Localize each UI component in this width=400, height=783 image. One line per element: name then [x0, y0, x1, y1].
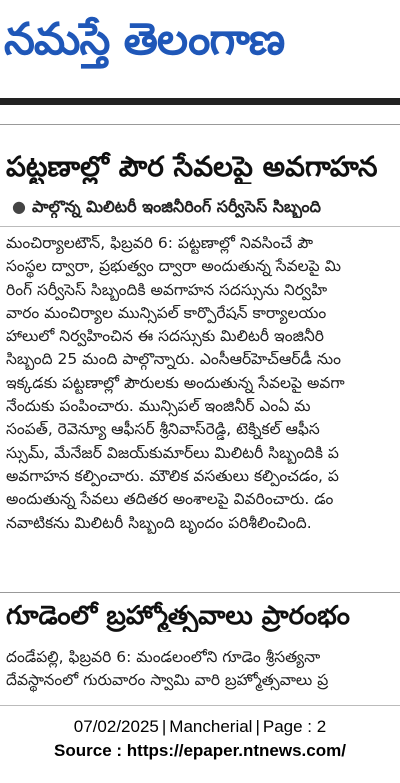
second-article-headline: గూడెంలో బ్రహ్మోత్సవాలు ప్రారంభం [6, 601, 350, 631]
body-line: దేవస్థానంలో గురువారం స్వామి వారి బ్రహ్మోత్సవాలు ప్ర [6, 671, 329, 690]
body-line: అవగాహన కల్పించారు. మౌలిక వసతులు కల్పించడం, ప [6, 466, 339, 485]
newspaper-logo: నమస్తే తెలంగాణ [4, 14, 285, 65]
body-line: మంచిర్యాలటౌన్, ఫిబ్రవరి 6: పట్టణాల్లో నివసించే పౌ [6, 234, 313, 252]
subhead-divider [0, 226, 400, 227]
masthead [0, 0, 400, 80]
body-line: నవాటికను మిలిటరీ సిబ్బంది బృందం పరిశీలించింది. [6, 513, 312, 532]
footer-divider [0, 705, 400, 706]
footer-meta [0, 715, 400, 739]
body-line: నేందుకు పంపించారు. మున్సిపల్ ఇంజినీర్ ఎంఏ మ [6, 397, 311, 416]
body-line: అందుతున్న సేవలు తదితర అంశాలపై వివరించారు. డం [6, 490, 334, 509]
body-line: వారం మంచిర్యాల మున్సిపల్ కార్పొరేషన్ కార్యాలయం [6, 303, 327, 322]
page-number: Page : 2 [262, 717, 327, 736]
edition-name: Mancherial [169, 717, 253, 736]
body-line: సంపత్, రెవెన్యూ ఆఫీసర్ శ్రీనివాస్‌రెడ్డి, టెక్నికల్ ఆఫీస [6, 420, 320, 439]
body-line: సిబ్బంది 25 మంది పాల్గొన్నారు. ఎంసీఆర్‌హెచ్‌ఆర్‌డీ నుం [6, 350, 341, 369]
article-body [0, 232, 400, 535]
body-line: స్సుమ్, మేనేజర్ విజయ్‌కుమార్‌లు మిలిటరీ సిబ్బందికి ప [6, 443, 339, 462]
bullet-icon: ● [12, 197, 26, 216]
body-line: సంస్థల ద్వారా, ప్రభుత్వం ద్వారా అందుతున్న సేవలపై మి [6, 257, 341, 276]
body-line: ఇక్కడకు పట్టణాల్లో పౌరులకు అందుతున్న సేవలపై అవగా [6, 373, 345, 392]
body-line: హాలులో నిర్వహించిన ఈ సదస్సుకు మిలిటరీ ఇంజినీరి [6, 327, 324, 346]
footer [0, 715, 400, 763]
article-subheadline [0, 196, 400, 218]
body-line: దండేపల్లి, ఫిబ్రవరి 6: మండలంలోని గూడెం శ్రీసత్యనా [6, 648, 321, 666]
edition-date: 07/02/2025 [73, 717, 159, 736]
section-divider [0, 124, 400, 125]
body-line: రింగ్ సర్వీసెస్ సిబ్బందికి అవగాహన సదస్సును నిర్వహి [6, 280, 328, 299]
footer-separator: | [161, 717, 167, 736]
article-divider [0, 592, 400, 593]
source-link[interactable]: Source : https://epaper.ntnews.com/ [54, 741, 346, 760]
article-headline: పట్టణాల్లో పౌర సేవలపై అవగాహన [6, 150, 378, 183]
subhead-text: పాల్గొన్న మిలిటరీ ఇంజినీరింగ్ సర్వీసెస్ సిబ్బంది [31, 197, 321, 216]
masthead-divider [0, 98, 400, 105]
second-article-body [0, 646, 400, 693]
footer-separator: | [255, 717, 260, 736]
